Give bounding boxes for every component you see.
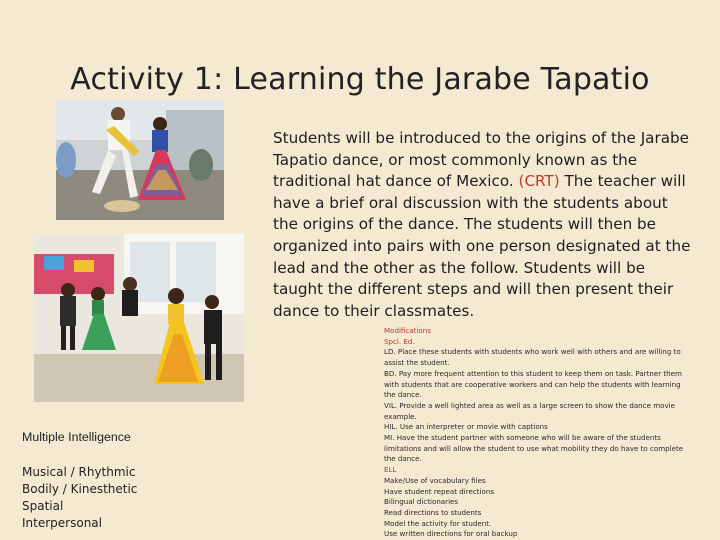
ell-heading: ELL [384,465,397,475]
activity-description [273,128,693,322]
intelligence-item: Bodily / Kinesthetic [22,482,138,496]
intelligence-item: Spatial [22,499,64,513]
description-text-part2: The teacher will have a brief oral discussion with the students about the origins of the dance. The students will then be organized into pairs with one person designated at the lead and the other as the follow. Students will be taught the different steps and will then present their dance to their classmates. [273,172,691,320]
intelligence-item: Interpersonal [22,516,102,530]
special-ed-heading: Spcl. Ed. [384,336,415,346]
students-dancing-photo [34,234,244,402]
modification-line: BD. Pay more frequent attention to this student to keep them on task. Partner them with students that are cooperative workers and can help the students with learning the dance. [384,368,682,400]
crt-label: (CRT) [518,172,560,191]
ell-line: Bilingual dictionaries [384,497,459,507]
modification-line: MI. Have the student partner with someone who will be aware of the students limitations and will allow the student to use what mobility they do have to complete the dance. [384,433,684,464]
ell-line: Use written directions for oral backup [384,529,518,539]
modifications-heading: Modifications [384,326,431,335]
modifications-panel [384,326,694,540]
description-text-part1: Students will be introduced to the origins of the Jarabe Tapatio dance, or most commonly known as the traditional hat dance of Mexico. [273,129,690,191]
multiple-intelligence-list [22,464,222,532]
ell-line: Model the activity for student. [384,518,492,528]
modification-line: LD. Place these students with students who work well with others and are willing to assist the student. [384,347,681,368]
intelligence-item: Musical / Rhythmic [22,465,136,479]
ell-line: Read directions to students [384,507,482,517]
multiple-intelligence-heading: Multiple Intelligence [22,430,131,444]
modification-line: HIL. Use an interpreter or movie with captions [384,422,548,432]
ell-line: Make/Use of vocabulary files [384,475,486,485]
dancers-outdoor-photo [56,100,224,220]
slide-title: Activity 1: Learning the Jarabe Tapatio [70,62,650,97]
ell-line: Have student repeat directions [384,486,495,496]
modification-line: VIL. Provide a well lighted area as well as a large screen to show the dance movie example. [384,400,675,421]
